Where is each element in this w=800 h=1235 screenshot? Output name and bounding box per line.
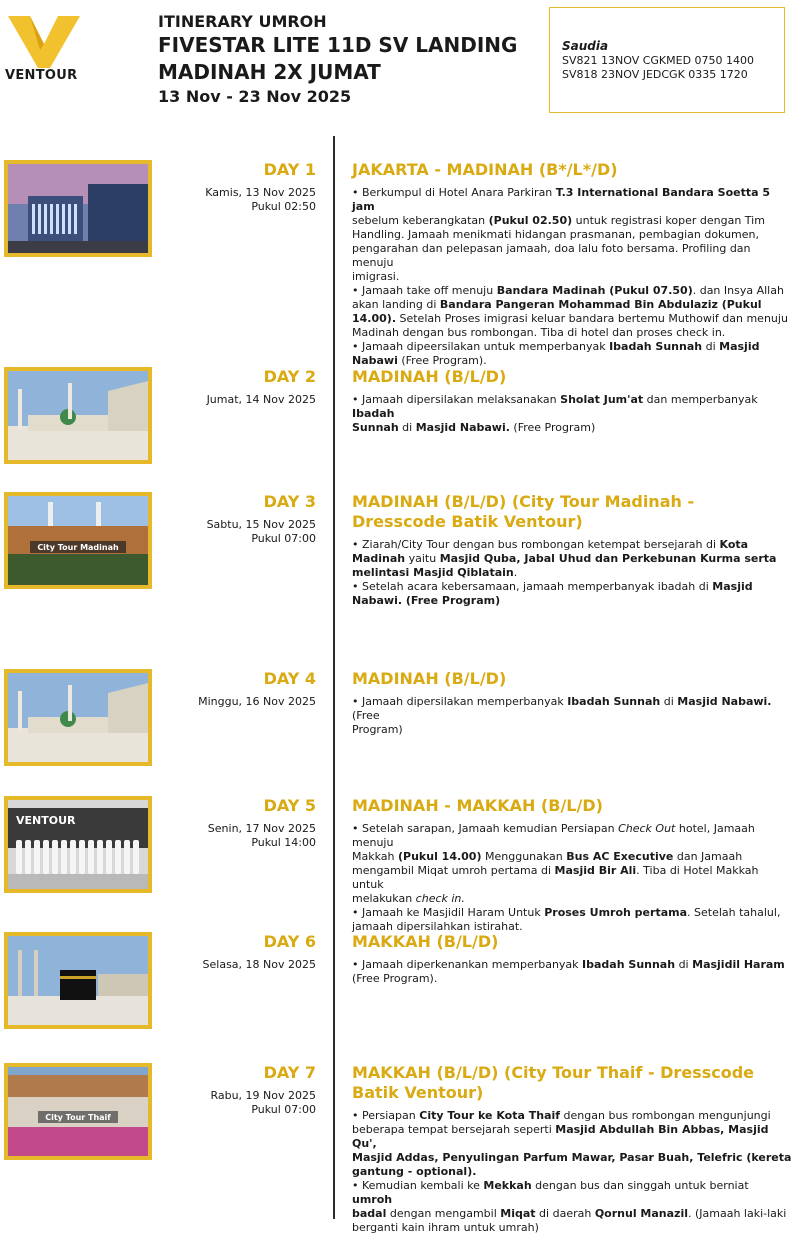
text-run: akan landing di <box>352 298 440 311</box>
bold-text: Masjid <box>719 340 760 353</box>
description-line <box>352 228 792 242</box>
text-run: Handling. Jamaah menikmati hidangan prasmanan, pembagian dokumen, <box>352 228 760 241</box>
day-title: MAKKAH (B/L/D) <box>352 932 499 951</box>
itinerary-title-block <box>158 12 517 108</box>
description-line <box>352 695 792 723</box>
day-label: DAY 7 <box>263 1063 316 1082</box>
bold-text: Bandara Pangeran Mohammad Bin Abdulaziz (Pukul <box>439 298 762 311</box>
bold-text: Sholat Jum'at <box>560 393 644 406</box>
day-date-text: Sabtu, 15 Nov 2025 <box>206 518 316 531</box>
bold-text: Masjid Bir Ali <box>554 864 637 877</box>
description-line <box>352 892 792 906</box>
day-date <box>207 393 316 407</box>
description-line <box>352 340 792 354</box>
text-run: jamaah dipersilahkan istirahat. <box>352 920 523 933</box>
bold-text: Sunnah <box>352 421 399 434</box>
bold-text: Ibadah Sunnah <box>582 958 676 971</box>
description-line <box>352 354 792 368</box>
description-line <box>352 1165 792 1179</box>
description-line <box>352 580 792 594</box>
day-title: JAKARTA - MADINAH (B*/L*/D) <box>352 160 618 179</box>
text-run: dengan bus dan singgah untuk berniat <box>531 1179 749 1192</box>
text-run: . dan Insya Allah <box>692 284 784 297</box>
day-label: DAY 3 <box>263 492 316 511</box>
text-run: dengan mengambil <box>386 1207 501 1220</box>
day-title: MADINAH - MAKKAH (B/L/D) <box>352 796 603 815</box>
text-run: dan memperbanyak <box>643 393 758 406</box>
timeline-divider <box>333 136 335 1219</box>
bold-text: Nabawi. (Free Program) <box>352 594 501 607</box>
day-time: Pukul 07:00 <box>251 532 316 545</box>
flight-info-box <box>549 7 785 113</box>
ventour-bus-group-photo <box>4 796 152 893</box>
bold-text: Bandara Madinah (Pukul 07.50) <box>496 284 693 297</box>
bold-text: Masjid Nabawi. <box>415 421 510 434</box>
text-run: . (Jamaah laki-laki <box>688 1207 787 1220</box>
description-line <box>352 326 792 340</box>
bold-text: badal <box>352 1207 387 1220</box>
text-run: (Free <box>352 709 380 722</box>
text-run: Setelah Proses imigrasi keluar bandara bertemu Muthowif dan menuju <box>396 312 788 325</box>
description-line <box>352 242 792 270</box>
text-run: (Free Program). <box>352 972 438 985</box>
svg-text:City Tour Madinah: City Tour Madinah <box>37 543 119 552</box>
text-run: Madinah dengan bus rombongan. Tiba di hotel dan proses check in. <box>352 326 726 339</box>
day-description <box>352 958 792 986</box>
text-run: . <box>513 566 518 579</box>
bold-text: Nabawi <box>352 354 398 367</box>
description-line <box>352 421 792 435</box>
bold-text: T.3 International Bandara Soetta 5 jam <box>352 186 771 213</box>
masjid-nabawi-photo <box>4 367 152 464</box>
text-run: • Jamaah dipeersilakan untuk memperbanyak <box>352 340 610 353</box>
text-run: yaitu <box>405 552 440 565</box>
day-label: DAY 5 <box>263 796 316 815</box>
bold-text: Qornul Manazil <box>594 1207 688 1220</box>
day-title: MADINAH (B/L/D) <box>352 367 507 386</box>
text-run: pengarahan dan pelepasan jamaah, doa lalu foto bersama. Profiling dan menuju <box>352 242 751 269</box>
text-run: • Jamaah diperkenankan memperbanyak <box>352 958 583 971</box>
text-run: berganti kain ihram untuk umrah) <box>352 1221 539 1234</box>
day-date <box>203 958 316 972</box>
day-date <box>208 822 316 850</box>
text-run: di <box>398 421 416 434</box>
text-run: • Jamaah dipersilakan memperbanyak <box>352 695 568 708</box>
description-line <box>352 1151 792 1165</box>
description-line <box>352 850 792 864</box>
bold-text: Miqat <box>500 1207 536 1220</box>
day-label: DAY 6 <box>263 932 316 951</box>
bold-text: City Tour ke Kota Thaif <box>419 1109 561 1122</box>
day-date <box>207 518 316 546</box>
description-line <box>352 552 792 566</box>
bold-text: Mekkah <box>483 1179 532 1192</box>
description-line <box>352 864 792 892</box>
day-label: DAY 2 <box>263 367 316 386</box>
bold-text: umroh <box>352 1193 393 1206</box>
text-run: • Jamaah ke Masjidil Haram Untuk <box>352 906 545 919</box>
city-tour-thaif-photo <box>4 1063 152 1160</box>
bold-text: (Pukul 14.00) <box>398 850 482 863</box>
description-line <box>352 906 792 920</box>
description-line <box>352 284 792 298</box>
text-run: hotel, Jamaah menuju <box>352 822 755 849</box>
svg-text:VENTOUR: VENTOUR <box>16 814 76 827</box>
description-line <box>352 1123 792 1151</box>
description-line <box>352 214 792 228</box>
text-run: • Ziarah/City Tour dengan bus rombongan ketempat bersejarah di <box>352 538 720 551</box>
day-date <box>210 1089 316 1117</box>
text-run: imigrasi. <box>352 270 400 283</box>
title-line-1: ITINERARY UMROH <box>158 12 327 31</box>
text-run: di <box>660 695 678 708</box>
bold-text: Masjid Quba, Jabal Uhud dan Perkebunan Kurma serta <box>439 552 777 565</box>
text-run: • Berkumpul di Hotel Anara Parkiran <box>352 186 556 199</box>
description-line <box>352 972 792 986</box>
bold-text: Ibadah Sunnah <box>609 340 703 353</box>
text-run: di <box>702 340 720 353</box>
bold-text: Ibadah <box>352 407 395 420</box>
description-line <box>352 393 792 421</box>
bold-text: (Pukul 02.50) <box>488 214 573 227</box>
day-date-text: Senin, 17 Nov 2025 <box>207 822 316 835</box>
text-run: . Tiba di Hotel Makkah untuk <box>352 864 759 891</box>
text-run: Program) <box>352 723 403 736</box>
text-run: sebelum keberangkatan <box>352 214 489 227</box>
text-run: • Setelah sarapan, Jamaah kemudian Persiapan <box>352 822 619 835</box>
text-run: • Jamaah take off menuju <box>352 284 497 297</box>
day-date-text: Minggu, 16 Nov 2025 <box>198 695 316 708</box>
bold-text: Ibadah Sunnah <box>567 695 661 708</box>
day-time: Pukul 07:00 <box>251 1103 316 1116</box>
flight-line-return: SV818 23NOV JEDCGK 0335 1720 <box>562 68 748 81</box>
text-run: Menggunakan <box>481 850 567 863</box>
text-run: di daerah <box>535 1207 595 1220</box>
text-run: dan Jamaah <box>673 850 743 863</box>
day-date <box>205 186 316 214</box>
description-line <box>352 566 792 580</box>
text-run: . Setelah tahalul, <box>687 906 781 919</box>
bold-text: gantung - optional). <box>352 1165 477 1178</box>
description-line <box>352 270 792 284</box>
text-run: melakukan <box>352 892 416 905</box>
description-line <box>352 298 792 312</box>
trip-dates: 13 Nov - 23 Nov 2025 <box>158 87 352 106</box>
description-line <box>352 1221 792 1235</box>
flight-line-outbound: SV821 13NOV CGKMED 0750 1400 <box>562 54 755 67</box>
bold-text: Kota <box>719 538 749 551</box>
text-run: (Free Program) <box>509 421 596 434</box>
bold-text: melintasi Masjid Qiblatain <box>352 566 514 579</box>
svg-text:City Tour Thaif: City Tour Thaif <box>45 1113 111 1122</box>
day-date-text: Selasa, 18 Nov 2025 <box>202 958 316 971</box>
day-title: MADINAH (B/L/D) <box>352 669 507 688</box>
day-description <box>352 1109 792 1235</box>
bold-text: Masjidil Haram <box>692 958 785 971</box>
masjid-nabawi-photo <box>4 669 152 766</box>
text-run: Check Out <box>618 822 676 835</box>
bold-text: Madinah <box>352 552 406 565</box>
text-run: beberapa tempat bersejarah seperti <box>352 1123 556 1136</box>
logo-text: VENTOUR <box>5 68 78 83</box>
day-description <box>352 186 792 368</box>
day-label: DAY 4 <box>263 669 316 688</box>
text-run: dengan bus rombongan mengunjungi <box>560 1109 771 1122</box>
description-line <box>352 723 792 737</box>
day-description <box>352 695 792 737</box>
bold-text: Masjid <box>712 580 753 593</box>
title-line-2: FIVESTAR LITE 11D SV LANDING <box>158 33 518 57</box>
day-label: DAY 1 <box>263 160 316 179</box>
day-date-text: Kamis, 13 Nov 2025 <box>205 186 316 199</box>
bold-text: Proses Umroh pertama <box>544 906 688 919</box>
bold-text: 14.00). <box>352 312 396 325</box>
text-run: • Jamaah dipersilakan melaksanakan <box>352 393 561 406</box>
day-date-text: Rabu, 19 Nov 2025 <box>210 1089 316 1102</box>
kaaba-photo <box>4 932 152 1029</box>
airline-name: Saudia <box>562 39 609 53</box>
bold-text: Masjid Addas, Penyulingan Parfum Mawar, Pasar Buah, Telefric (kereta <box>352 1151 792 1164</box>
description-line <box>352 1179 792 1207</box>
title-line-3: MADINAH 2X JUMAT <box>158 60 381 84</box>
text-run: • Setelah acara kebersamaan, jamaah memperbanyak ibadah di <box>352 580 713 593</box>
bold-text: Masjid Abdullah Bin Abbas, Masjid Qu', <box>352 1123 769 1150</box>
day-description <box>352 393 792 435</box>
day-date-text: Jumat, 14 Nov 2025 <box>206 393 316 406</box>
description-line <box>352 538 792 552</box>
text-run: • Kemudian kembali ke <box>352 1179 484 1192</box>
day-title: MAKKAH (B/L/D) (City Tour Thaif - Dresscode Batik Ventour) <box>352 1063 754 1102</box>
description-line <box>352 312 792 326</box>
day-description <box>352 822 792 934</box>
day-time: Pukul 02:50 <box>251 200 316 213</box>
city-tour-madinah-photo <box>4 492 152 589</box>
text-run: di <box>675 958 693 971</box>
text-run: mengambil Miqat umroh pertama di <box>352 864 555 877</box>
description-line <box>352 186 792 214</box>
airport-hotel-photo <box>4 160 152 257</box>
ventour-v-logo-icon <box>6 14 82 70</box>
text-run: Makkah <box>352 850 398 863</box>
description-line <box>352 1109 792 1123</box>
day-title: MADINAH (B/L/D) (City Tour Madinah - Dresscode Batik Ventour) <box>352 492 695 531</box>
day-date <box>198 695 316 709</box>
day-time: Pukul 14:00 <box>251 836 316 849</box>
bold-text: Masjid Nabawi. <box>677 695 772 708</box>
text-run: • Persiapan <box>352 1109 420 1122</box>
description-line <box>352 822 792 850</box>
description-line <box>352 958 792 972</box>
text-run: untuk registrasi koper dengan Tim <box>572 214 765 227</box>
day-description <box>352 538 792 608</box>
description-line <box>352 594 792 608</box>
bold-text: Bus AC Executive <box>566 850 674 863</box>
text-run: check in. <box>415 892 465 905</box>
text-run: (Free Program). <box>397 354 487 367</box>
